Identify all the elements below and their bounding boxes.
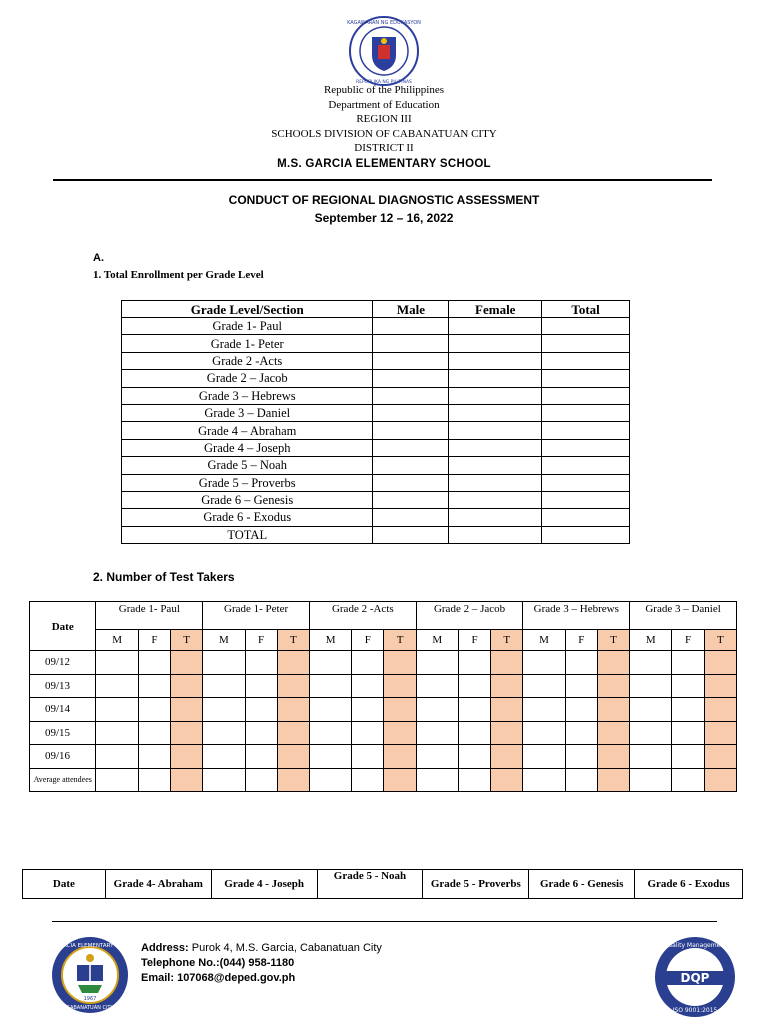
entry-cell[interactable] (672, 651, 704, 675)
entry-cell[interactable] (523, 745, 565, 769)
grade-header: Grade 3 – Daniel (630, 602, 737, 630)
sub-header-m: M (309, 630, 351, 651)
male-cell[interactable] (373, 526, 449, 543)
section-a-label: A. (93, 252, 104, 264)
row-label: TOTAL (122, 526, 373, 543)
table-row (122, 526, 630, 543)
female-cell[interactable] (449, 370, 542, 387)
entry-cell[interactable] (309, 721, 351, 745)
test-takers-table (29, 601, 737, 792)
entry-cell[interactable] (491, 721, 523, 745)
entry-cell[interactable] (138, 721, 170, 745)
entry-cell[interactable] (565, 674, 597, 698)
quality-management-logo (653, 935, 737, 1019)
sub-header-t: T (704, 630, 736, 651)
date-cell: 09/13 (30, 674, 96, 698)
entry-cell[interactable] (170, 745, 202, 769)
grade-header: Grade 2 – Jacob (416, 602, 523, 630)
entry-cell[interactable] (672, 674, 704, 698)
entry-cell[interactable] (96, 745, 138, 769)
entry-cell[interactable] (458, 745, 490, 769)
entry-cell[interactable] (523, 721, 565, 745)
entry-cell[interactable] (458, 698, 490, 722)
entry-cell[interactable] (416, 745, 458, 769)
table-row (122, 387, 630, 404)
svg-text:1967: 1967 (83, 996, 97, 1002)
grade-header: Grade 1- Peter (203, 602, 310, 630)
entry-cell[interactable] (138, 651, 170, 675)
total-cell[interactable] (542, 352, 630, 369)
row-label: Grade 2 – Jacob (122, 370, 373, 387)
total-cell[interactable] (542, 526, 630, 543)
entry-cell[interactable] (630, 721, 672, 745)
entry-cell[interactable] (96, 651, 138, 675)
header-line-1: Republic of the Philippines (323, 84, 445, 96)
entry-cell[interactable] (597, 698, 629, 722)
entry-cell[interactable] (672, 768, 704, 792)
footer-telephone: Telephone No.:(044) 958-1180 (141, 957, 295, 969)
table-row (30, 721, 737, 745)
entry-cell[interactable] (352, 698, 384, 722)
sub-header-f: F (352, 630, 384, 651)
total-cell[interactable] (542, 474, 630, 491)
table-row (122, 474, 630, 491)
footer-divider (52, 921, 717, 922)
enrollment-table (121, 300, 630, 544)
header-line-5: DISTRICT II (354, 142, 414, 154)
female-cell[interactable] (449, 335, 542, 352)
sub-header-f: F (138, 630, 170, 651)
sub-header-m: M (96, 630, 138, 651)
total-cell[interactable] (542, 491, 630, 508)
entry-cell[interactable] (491, 651, 523, 675)
school-logo (41, 935, 139, 1015)
entry-cell[interactable] (138, 745, 170, 769)
entry-cell[interactable] (170, 698, 202, 722)
date-header: Date (30, 602, 96, 651)
male-cell[interactable] (373, 439, 449, 456)
entry-cell[interactable] (565, 698, 597, 722)
entry-cell[interactable] (309, 698, 351, 722)
svg-text:KAGAWARAN NG EDUKASYON: KAGAWARAN NG EDUKASYON (347, 20, 421, 26)
entry-cell[interactable] (704, 651, 736, 675)
deped-seal-logo (348, 15, 420, 87)
male-cell[interactable] (373, 387, 449, 404)
entry-cell[interactable] (630, 745, 672, 769)
total-cell[interactable] (542, 318, 630, 335)
total-cell[interactable] (542, 335, 630, 352)
total-cell[interactable] (542, 370, 630, 387)
entry-cell[interactable] (309, 651, 351, 675)
total-cell[interactable] (542, 509, 630, 526)
sub-header-f: F (245, 630, 277, 651)
entry-cell[interactable] (458, 674, 490, 698)
row-label: Grade 5 – Noah (122, 457, 373, 474)
sub-header-m: M (203, 630, 245, 651)
female-cell[interactable] (449, 526, 542, 543)
entry-cell[interactable] (491, 698, 523, 722)
female-cell[interactable] (449, 439, 542, 456)
sub-header-f: F (565, 630, 597, 651)
row-label: Grade 1- Peter (122, 335, 373, 352)
table-row (122, 352, 630, 369)
female-cell[interactable] (449, 509, 542, 526)
entry-cell[interactable] (309, 768, 351, 792)
entry-cell[interactable] (630, 698, 672, 722)
sub-header-f: F (672, 630, 704, 651)
date-cell: 09/12 (30, 651, 96, 675)
entry-cell[interactable] (245, 721, 277, 745)
entry-cell[interactable] (203, 674, 245, 698)
entry-cell[interactable] (458, 721, 490, 745)
female-cell[interactable] (449, 422, 542, 439)
header-grade-level: Grade Level/Section (122, 301, 373, 318)
grade-header: Grade 5 - Proverbs (423, 870, 529, 899)
grade-header: Grade 4- Abraham (105, 870, 211, 899)
entry-cell[interactable] (245, 651, 277, 675)
entry-cell[interactable] (384, 651, 416, 675)
female-cell[interactable] (449, 404, 542, 421)
entry-cell[interactable] (277, 674, 309, 698)
female-cell[interactable] (449, 491, 542, 508)
footer-contact (141, 941, 382, 986)
entry-cell[interactable] (277, 745, 309, 769)
entry-cell[interactable] (523, 651, 565, 675)
entry-cell[interactable] (203, 721, 245, 745)
entry-cell[interactable] (352, 721, 384, 745)
row-label: Grade 4 – Abraham (122, 422, 373, 439)
row-label: Grade 1- Paul (122, 318, 373, 335)
test-takers-table-2 (22, 869, 743, 899)
total-cell[interactable] (542, 422, 630, 439)
entry-cell[interactable] (565, 721, 597, 745)
entry-cell[interactable] (245, 745, 277, 769)
sub-header-t: T (384, 630, 416, 651)
male-cell[interactable] (373, 491, 449, 508)
entry-cell[interactable] (277, 651, 309, 675)
entry-cell[interactable] (384, 721, 416, 745)
entry-cell[interactable] (597, 745, 629, 769)
entry-cell[interactable] (170, 721, 202, 745)
total-cell[interactable] (542, 404, 630, 421)
svg-text:ISO 9001:2015: ISO 9001:2015 (672, 1007, 718, 1014)
female-cell[interactable] (449, 457, 542, 474)
male-cell[interactable] (373, 370, 449, 387)
entry-cell[interactable] (352, 745, 384, 769)
entry-cell[interactable] (672, 721, 704, 745)
table-row (122, 491, 630, 508)
svg-text:DQP: DQP (680, 971, 710, 985)
entry-cell[interactable] (245, 768, 277, 792)
entry-cell[interactable] (630, 768, 672, 792)
entry-cell[interactable] (565, 768, 597, 792)
entry-cell[interactable] (384, 745, 416, 769)
entry-cell[interactable] (138, 698, 170, 722)
male-cell[interactable] (373, 352, 449, 369)
female-cell[interactable] (449, 318, 542, 335)
table-row (122, 335, 630, 352)
total-cell[interactable] (542, 439, 630, 456)
entry-cell[interactable] (96, 721, 138, 745)
entry-cell[interactable] (630, 651, 672, 675)
row-label: Grade 4 – Joseph (122, 439, 373, 456)
male-cell[interactable] (373, 457, 449, 474)
entry-cell[interactable] (384, 674, 416, 698)
grade-header: Grade 2 -Acts (309, 602, 416, 630)
entry-cell[interactable] (352, 768, 384, 792)
entry-cell[interactable] (491, 745, 523, 769)
footer-email: Email: 107068@deped.gov.ph (141, 972, 296, 984)
entry-cell[interactable] (96, 768, 138, 792)
header-line-2: Department of Education (328, 99, 440, 111)
table-row (30, 768, 737, 792)
entry-cell[interactable] (523, 674, 565, 698)
table-row (30, 745, 737, 769)
entry-cell[interactable] (309, 674, 351, 698)
grade-header: Grade 3 – Hebrews (523, 602, 630, 630)
entry-cell[interactable] (704, 698, 736, 722)
entry-cell[interactable] (704, 745, 736, 769)
entry-cell[interactable] (597, 721, 629, 745)
section-1-label: 1. Total Enrollment per Grade Level (93, 269, 264, 281)
grade-header: Grade 5 - Noah (317, 870, 423, 899)
entry-cell[interactable] (245, 698, 277, 722)
doc-date-range: September 12 – 16, 2022 (314, 211, 454, 225)
entry-cell[interactable] (565, 745, 597, 769)
male-cell[interactable] (373, 404, 449, 421)
female-cell[interactable] (449, 474, 542, 491)
svg-text:M.S. GARCIA ELEMENTARY SCHOOL: M.S. GARCIA ELEMENTARY SCHOOL (41, 943, 139, 949)
header-line-3: REGION III (356, 113, 412, 125)
entry-cell[interactable] (138, 768, 170, 792)
grade-header: Grade 6 - Genesis (529, 870, 635, 899)
doc-title: CONDUCT OF REGIONAL DIAGNOSTIC ASSESSMENT (228, 193, 540, 207)
entry-cell[interactable] (203, 698, 245, 722)
male-cell[interactable] (373, 422, 449, 439)
grade-header: Grade 1- Paul (96, 602, 203, 630)
entry-cell[interactable] (277, 698, 309, 722)
header-line-4: SCHOOLS DIVISION OF CABANATUAN CITY (271, 128, 497, 140)
entry-cell[interactable] (704, 721, 736, 745)
entry-cell[interactable] (597, 651, 629, 675)
row-label: Grade 3 – Hebrews (122, 387, 373, 404)
entry-cell[interactable] (672, 698, 704, 722)
entry-cell[interactable] (491, 768, 523, 792)
average-label: Average attendees (30, 768, 96, 792)
svg-text:REPUBLIKA NG PILIPINAS: REPUBLIKA NG PILIPINAS (356, 80, 412, 85)
header-female: Female (449, 301, 542, 318)
row-label: Grade 3 – Daniel (122, 404, 373, 421)
table-row (122, 370, 630, 387)
entry-cell[interactable] (597, 768, 629, 792)
entry-cell[interactable] (352, 651, 384, 675)
date-header: Date (23, 870, 106, 899)
entry-cell[interactable] (416, 651, 458, 675)
male-cell[interactable] (373, 474, 449, 491)
table-row (30, 651, 737, 675)
row-label: Grade 2 -Acts (122, 352, 373, 369)
female-cell[interactable] (449, 352, 542, 369)
date-cell: 09/15 (30, 721, 96, 745)
sub-header-t: T (491, 630, 523, 651)
entry-cell[interactable] (203, 651, 245, 675)
total-cell[interactable] (542, 387, 630, 404)
total-cell[interactable] (542, 457, 630, 474)
entry-cell[interactable] (458, 768, 490, 792)
entry-cell[interactable] (458, 651, 490, 675)
table-row (122, 439, 630, 456)
sub-header-t: T (277, 630, 309, 651)
entry-cell[interactable] (523, 698, 565, 722)
date-cell: 09/16 (30, 745, 96, 769)
entry-cell[interactable] (597, 674, 629, 698)
female-cell[interactable] (449, 387, 542, 404)
table-row (30, 698, 737, 722)
sub-header-f: F (458, 630, 490, 651)
entry-cell[interactable] (96, 698, 138, 722)
table-row (122, 457, 630, 474)
date-cell: 09/14 (30, 698, 96, 722)
row-label: Grade 5 – Proverbs (122, 474, 373, 491)
entry-cell[interactable] (277, 768, 309, 792)
entry-cell[interactable] (523, 768, 565, 792)
section-2-label: 2. Number of Test Takers (93, 570, 235, 584)
entry-cell[interactable] (138, 674, 170, 698)
footer-address: Address: Purok 4, M.S. Garcia, Cabanatuan City (141, 942, 382, 954)
entry-cell[interactable] (277, 721, 309, 745)
entry-cell[interactable] (170, 768, 202, 792)
male-cell[interactable] (373, 335, 449, 352)
entry-cell[interactable] (245, 674, 277, 698)
table-row (122, 318, 630, 335)
entry-cell[interactable] (96, 674, 138, 698)
table-row (122, 422, 630, 439)
row-label: Grade 6 – Genesis (122, 491, 373, 508)
sub-header-m: M (523, 630, 565, 651)
grade-header: Grade 4 - Joseph (211, 870, 317, 899)
table-row (122, 404, 630, 421)
male-cell[interactable] (373, 318, 449, 335)
table-row (30, 674, 737, 698)
entry-cell[interactable] (416, 698, 458, 722)
svg-text:Quality Management: Quality Management (663, 942, 727, 949)
entry-cell[interactable] (384, 768, 416, 792)
entry-cell[interactable] (630, 674, 672, 698)
sub-header-t: T (597, 630, 629, 651)
svg-text:CABANATUAN CITY: CABANATUAN CITY (66, 1005, 114, 1011)
entry-cell[interactable] (384, 698, 416, 722)
header-male: Male (373, 301, 449, 318)
male-cell[interactable] (373, 509, 449, 526)
sub-header-m: M (630, 630, 672, 651)
entry-cell[interactable] (491, 674, 523, 698)
entry-cell[interactable] (416, 721, 458, 745)
entry-cell[interactable] (672, 745, 704, 769)
entry-cell[interactable] (309, 745, 351, 769)
entry-cell[interactable] (416, 768, 458, 792)
entry-cell[interactable] (704, 768, 736, 792)
entry-cell[interactable] (203, 745, 245, 769)
school-name: M.S. GARCIA ELEMENTARY SCHOOL (277, 158, 491, 170)
entry-cell[interactable] (352, 674, 384, 698)
entry-cell[interactable] (704, 674, 736, 698)
header-total: Total (542, 301, 630, 318)
entry-cell[interactable] (203, 768, 245, 792)
sub-header-m: M (416, 630, 458, 651)
sub-header-t: T (170, 630, 202, 651)
header-divider (53, 179, 712, 181)
row-label: Grade 6 - Exodus (122, 509, 373, 526)
table-row (122, 509, 630, 526)
grade-header: Grade 6 - Exodus (635, 870, 743, 899)
entry-cell[interactable] (170, 674, 202, 698)
entry-cell[interactable] (416, 674, 458, 698)
entry-cell[interactable] (170, 651, 202, 675)
entry-cell[interactable] (565, 651, 597, 675)
